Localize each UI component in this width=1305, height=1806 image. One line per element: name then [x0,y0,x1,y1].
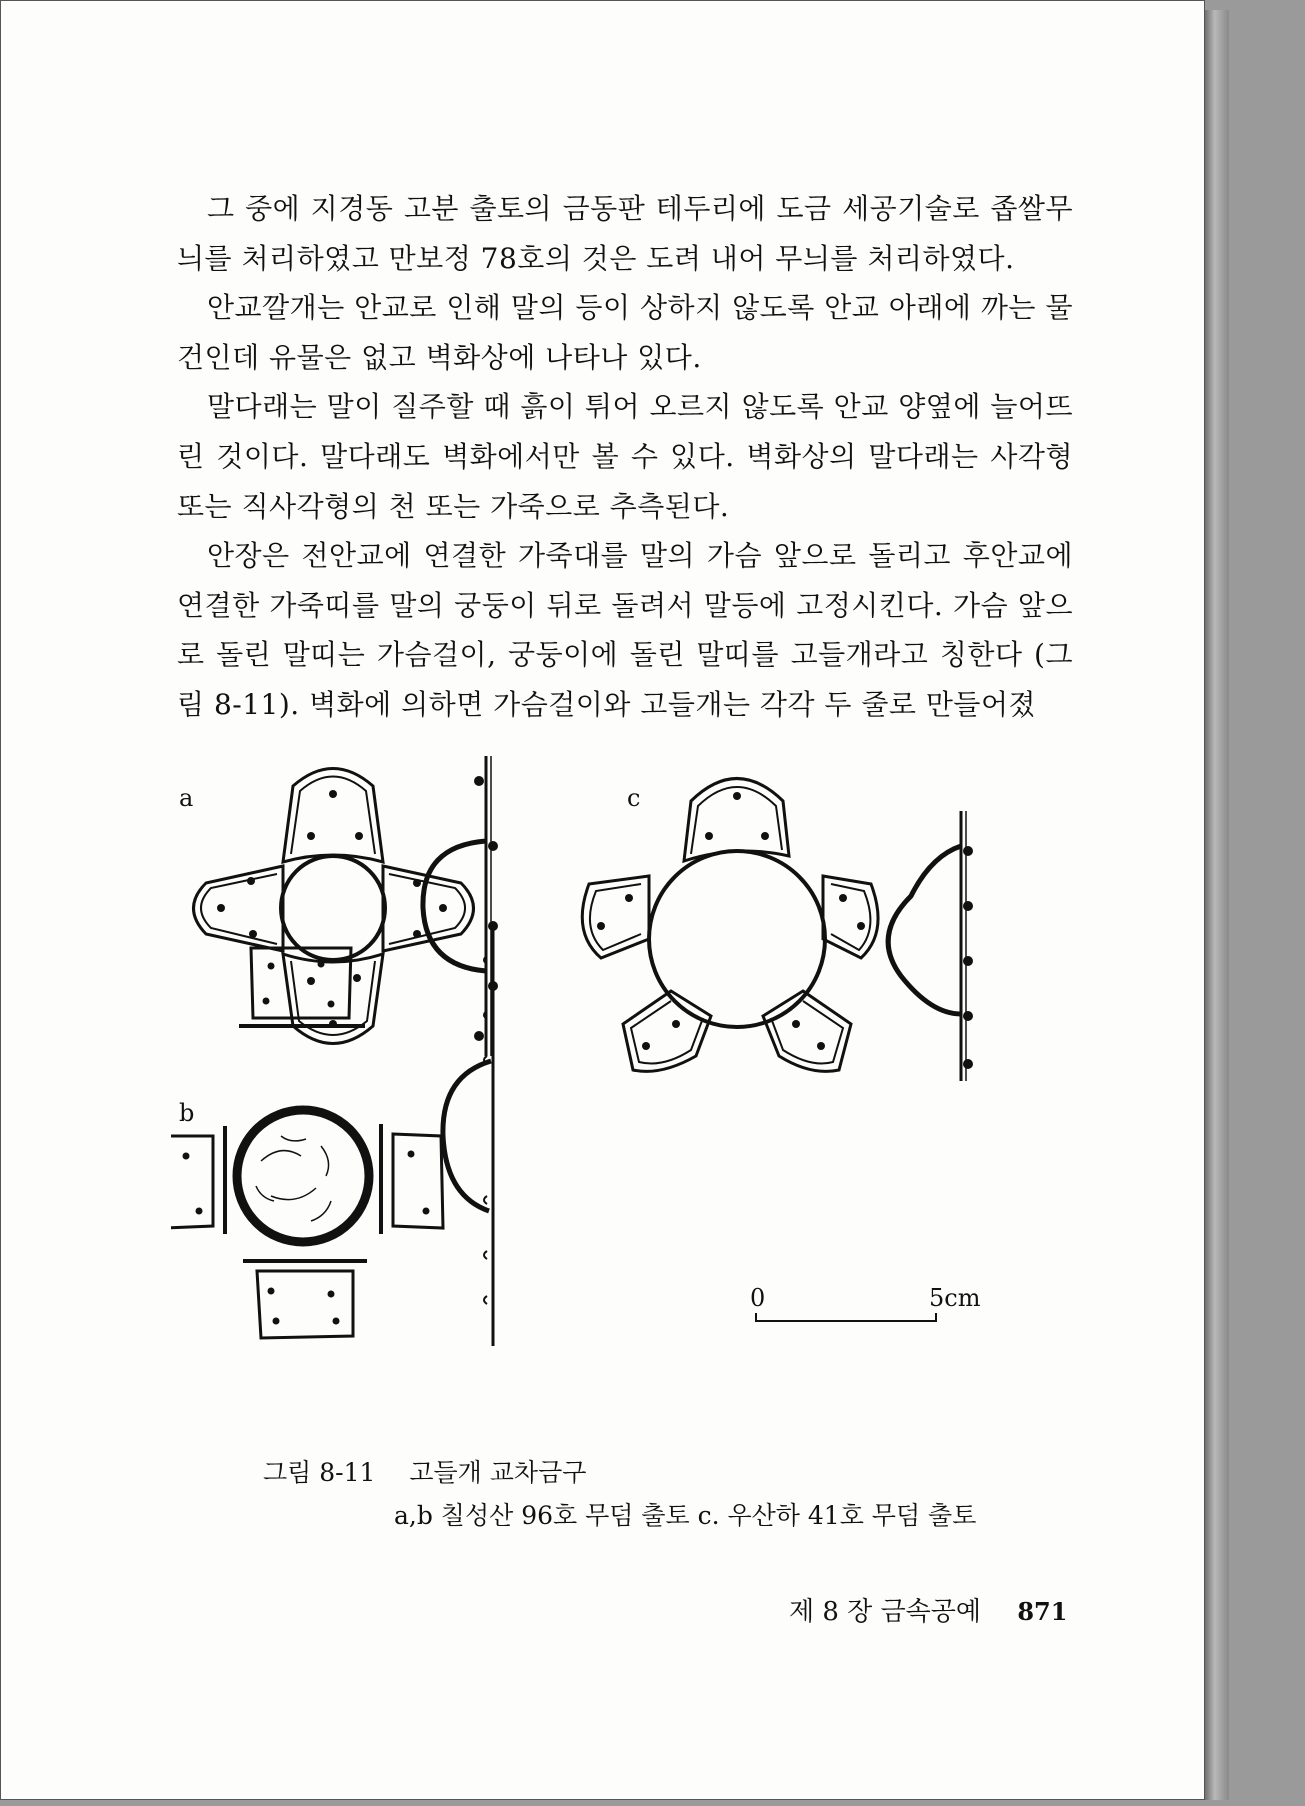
scale-start-label: 0 [750,1284,766,1312]
label-c: c [627,784,641,812]
drawing-a [194,756,499,1056]
figure-8-11 [171,756,1071,1456]
paragraph-3: 말다래는 말이 질주할 때 흙이 튀어 오르지 않도록 안교 양옆에 늘어뜨린 것이다. 말다래도 벽화에서만 볼 수 있다. 벽화상의 말다래는 사각형 또는 직사각형의 천 또는 가죽으로 추측된다. [177,390,1073,523]
figure-caption-subtitle: a,b 칠성산 96호 무덤 출토 c. 우산하 41호 무덤 출토 [394,1501,977,1530]
paragraph-4: 안장은 전안교에 연결한 가죽대를 말의 가슴 앞으로 돌리고 후안교에 연결한 가죽띠를 말의 궁둥이 뒤로 돌려서 말등에 고정시킨다. 가슴 앞으로 돌린 말띠는 가슴걸이, 궁둥이에 돌린 말띠를 고들개라고 칭한다 (그림 8-11). 벽화에 의하면 가슴걸이와 고들개는 각각 두 줄로 만들어졌 [177,539,1073,721]
scale-end-label: 5cm [929,1284,981,1312]
page-number: 871 [1017,1597,1068,1626]
drawing-b [171,926,493,1346]
paragraph-1: 그 중에 지경동 고분 출토의 금동판 테두리에 도금 세공기술로 좁쌀무늬를 처리하였고 만보정 78호의 것은 도려 내어 무늬를 처리하였다. [177,192,1073,275]
figure-number: 그림 8-11 [263,1458,376,1487]
chapter-title: 제 8 장 금속공예 [789,1597,982,1627]
label-a: a [179,784,194,812]
label-b: b [179,1099,195,1127]
scale-bar [756,1313,936,1322]
paragraph-2: 안교깔개는 안교로 인해 말의 등이 상하지 않도록 안교 아래에 까는 물건인데 유물은 없고 벽화상에 나타나 있다. [177,291,1073,374]
figure-title: 고들개 교차금구 [409,1458,587,1487]
page-footer [789,1591,1067,1628]
body-text [177,184,1073,730]
figure-caption-title [263,1453,586,1489]
figure-drawing [171,756,1071,1456]
drawing-c [582,779,973,1082]
page-edge-shadow [1205,10,1229,1800]
